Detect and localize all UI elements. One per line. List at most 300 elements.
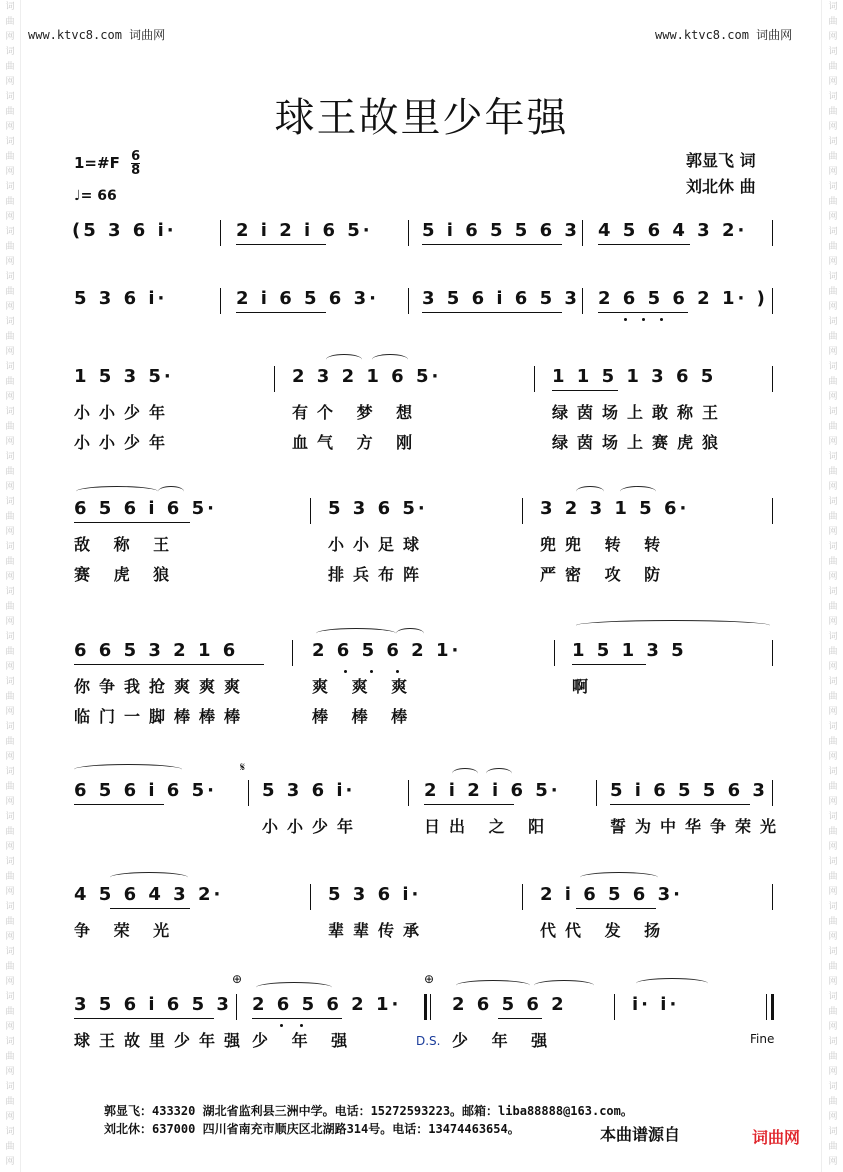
watermark-char: 网 (5, 572, 15, 582)
watermark-char: 网 (828, 482, 838, 492)
lyric-verse-2: 棒 棒 棒 (312, 707, 417, 726)
beam-line (598, 312, 688, 313)
watermark-char: 网 (828, 77, 838, 87)
slur (76, 486, 158, 497)
low-octave-dot (370, 670, 373, 673)
watermark-char: 词 (828, 1127, 838, 1137)
barline (614, 994, 615, 1020)
watermark-char: 词 (828, 587, 838, 597)
watermark-char: 网 (828, 932, 838, 942)
watermark-char: 词 (828, 947, 838, 957)
lyric-verse-2: 临门一脚棒棒棒 (74, 707, 250, 726)
watermark-char: 网 (5, 32, 15, 42)
watermark-char: 词 (828, 2, 838, 12)
measure: 3 5 6 i 6 5 3 (422, 288, 580, 309)
measure: 2 i 2 i 6 5· (424, 780, 561, 801)
barline (310, 498, 311, 524)
watermark-char: 词 (5, 137, 15, 147)
watermark-char: 词 (5, 587, 15, 597)
watermark-char: 网 (5, 1157, 15, 1167)
barline (430, 994, 431, 1020)
watermark-char: 网 (828, 752, 838, 762)
slur (452, 768, 478, 779)
score-line-8 (0, 972, 843, 1104)
beam-line (610, 804, 750, 805)
measure: 5 3 6 i· (328, 884, 422, 905)
watermark-char: 曲 (5, 602, 15, 612)
slur (256, 982, 332, 993)
barline (772, 780, 773, 806)
barline (408, 220, 409, 246)
lyric-verse-1: 辈辈传承 (328, 921, 429, 940)
slur (576, 620, 770, 631)
barline (220, 288, 221, 314)
watermark-char: 词 (828, 857, 838, 867)
lyric-verse-1: 球王故里少年强 (74, 1031, 250, 1050)
final-barline-thick (771, 994, 774, 1020)
barline (582, 288, 583, 314)
watermark-char: 曲 (5, 242, 15, 252)
barline (292, 640, 293, 666)
watermark-char: 曲 (828, 557, 838, 567)
watermark-char: 曲 (828, 152, 838, 162)
lyric-verse-1: 兜兜 转 转 (540, 535, 670, 554)
barline (248, 780, 249, 806)
watermark-char: 网 (5, 662, 15, 672)
watermark-char: 网 (5, 302, 15, 312)
measure: 5 3 6 5· (328, 498, 428, 519)
slur (326, 354, 362, 365)
lyric-verse-1: 有个 梦 想 (292, 403, 422, 422)
watermark-char: 网 (828, 977, 838, 987)
slur (316, 628, 396, 639)
measure: 5 i 6 5 5 6 3 (610, 780, 768, 801)
low-octave-dot (660, 318, 663, 321)
slur (456, 980, 530, 991)
watermark-char: 网 (828, 302, 838, 312)
watermark-char: 网 (5, 932, 15, 942)
watermark-char: 曲 (5, 422, 15, 432)
watermark-char: 网 (828, 527, 838, 537)
key-signature: 1=#F $\frac{6}{8}$ (74, 149, 141, 178)
watermark-char: 曲 (5, 1052, 15, 1062)
lyric-verse-1: 爽 爽 爽 (312, 677, 417, 696)
measure: 1 5 1 3 5 (572, 640, 687, 661)
watermark-char: 网 (5, 707, 15, 717)
lyricist-contact: 郭显飞：433320 湖北省监利县三洲中学。电话：15272593223。邮箱：liba88888@163.com。 (104, 1104, 633, 1118)
watermark-char: 词 (5, 632, 15, 642)
watermark-char: 曲 (5, 782, 15, 792)
watermark-char: 曲 (5, 17, 15, 27)
lyric-verse-2: 血气 方 刚 (292, 433, 422, 452)
watermark-char: 网 (828, 572, 838, 582)
watermark-char: 网 (828, 887, 838, 897)
slur (372, 354, 408, 365)
watermark-char: 曲 (5, 872, 15, 882)
barline (534, 366, 535, 392)
watermark-char: 曲 (5, 332, 15, 342)
barline (522, 884, 523, 910)
tempo-marking: ♩= 66 (74, 188, 117, 204)
watermark-char: 词 (5, 452, 15, 462)
watermark-char: 网 (828, 347, 838, 357)
watermark-char: 词 (5, 992, 15, 1002)
site-logo[interactable]: 词曲网 (752, 1128, 801, 1147)
watermark-char: 词 (5, 182, 15, 192)
watermark-char: 词 (5, 92, 15, 102)
measure: 3 5 6 i 6 5 3 (74, 994, 232, 1015)
beam-line (498, 1018, 542, 1019)
measure: 6 6 5 3 2 1 6 (74, 640, 239, 661)
watermark-char: 词 (828, 992, 838, 1002)
watermark-char: 曲 (5, 107, 15, 117)
coda-sign: ⊕ (232, 972, 243, 986)
watermark-char: 曲 (5, 152, 15, 162)
lyric-verse-1: 小小少年 (262, 817, 363, 836)
low-octave-dot (280, 1024, 283, 1027)
watermark-char: 词 (5, 812, 15, 822)
watermark-char: 词 (828, 47, 838, 57)
lyric-verse-1: 少 年 强 (452, 1031, 557, 1050)
measure: 4 5 6 4 3 2· (74, 884, 224, 905)
barline (408, 288, 409, 314)
watermark-char: 词 (828, 182, 838, 192)
lyric-verse-2: 排兵布阵 (328, 565, 429, 584)
watermark-char: 网 (5, 977, 15, 987)
watermark-char: 网 (5, 122, 15, 132)
lyric-verse-2: 赛 虎 狼 (74, 565, 179, 584)
watermark-char: 网 (828, 662, 838, 672)
watermark-char: 曲 (828, 467, 838, 477)
lyric-verse-1: 争 荣 光 (74, 921, 179, 940)
watermark-char: 曲 (5, 827, 15, 837)
beam-line (598, 244, 690, 245)
measure: 5 i 6 5 5 6 3 (422, 220, 580, 241)
lyric-verse-2: 绿茵场上赛虎狼 (552, 433, 728, 452)
watermark-char: 网 (5, 752, 15, 762)
watermark-char: 词 (828, 1082, 838, 1092)
watermark-char: 词 (5, 1127, 15, 1137)
watermark-char: 曲 (828, 107, 838, 117)
time-signature: $\frac{6}{8}$ (131, 149, 141, 178)
measure: (5 3 6 i· (72, 220, 177, 241)
barline (772, 220, 773, 246)
measure: 2 i 2 i 6 5· (236, 220, 373, 241)
watermark-char: 曲 (5, 377, 15, 387)
watermark-char: 曲 (828, 917, 838, 927)
watermark-char: 词 (5, 47, 15, 57)
watermark-char: 网 (5, 1067, 15, 1077)
watermark-char: 曲 (5, 692, 15, 702)
fine-mark: Fine (750, 1032, 775, 1046)
watermark-char: 曲 (5, 737, 15, 747)
barline (310, 884, 311, 910)
watermark-char: 网 (828, 1022, 838, 1032)
watermark-char: 网 (5, 887, 15, 897)
slur (486, 768, 512, 779)
watermark-char: 网 (828, 797, 838, 807)
barline (554, 640, 555, 666)
composer-contact: 刘北休：637000 四川省南充市顺庆区北湖路314号。电话：13474463654。 (104, 1122, 520, 1136)
beam-line (422, 244, 562, 245)
beam-line (74, 664, 264, 665)
repeat-barline (424, 994, 427, 1020)
watermark-char: 词 (5, 227, 15, 237)
watermark-char: 词 (828, 362, 838, 372)
source-label: 本曲谱源自 (600, 1122, 710, 1144)
watermark-char: 网 (828, 122, 838, 132)
watermark-char: 词 (828, 812, 838, 822)
watermark-char: 曲 (5, 62, 15, 72)
slur (636, 978, 708, 989)
barline (772, 640, 773, 666)
slur (110, 872, 188, 883)
watermark-char: 网 (5, 77, 15, 87)
watermark-char: 词 (5, 2, 15, 12)
watermark-char: 词 (5, 1082, 15, 1092)
song-title: 球王故里少年强 (274, 95, 569, 141)
beam-line (74, 804, 164, 805)
watermark-char: 词 (828, 902, 838, 912)
barline (772, 288, 773, 314)
watermark-char: 词 (828, 272, 838, 282)
measure: 6 5 6 i 6 5· (74, 498, 217, 519)
watermark-char: 曲 (5, 647, 15, 657)
coda-sign: ⊕ (424, 972, 435, 986)
watermark-char: 网 (828, 1112, 838, 1122)
slur (620, 486, 656, 497)
measure: 2 6 5 6 2 1· ) (598, 288, 768, 309)
watermark-char: 网 (828, 437, 838, 447)
watermark-char: 网 (828, 32, 838, 42)
watermark-char: 词 (828, 227, 838, 237)
watermark-char: 词 (5, 767, 15, 777)
measure: 2 6 5 6 2 1· (312, 640, 462, 661)
watermark-char: 曲 (828, 287, 838, 297)
lyric-verse-1: 小小足球 (328, 535, 429, 554)
watermark-char: 词 (828, 1037, 838, 1047)
watermark-char: 曲 (5, 512, 15, 522)
beam-line (110, 908, 190, 909)
lyric-verse-2: 小小少年 (74, 433, 175, 452)
watermark-char: 曲 (828, 17, 838, 27)
watermark-char: 曲 (828, 197, 838, 207)
watermark-char: 网 (828, 1157, 838, 1167)
barline (772, 884, 773, 910)
watermark-char: 曲 (5, 467, 15, 477)
watermark-char: 词 (828, 452, 838, 462)
slur (580, 872, 658, 883)
watermark-char: 网 (5, 212, 15, 222)
watermark-char: 网 (5, 482, 15, 492)
watermark-char: 词 (828, 632, 838, 642)
watermark-char: 网 (5, 437, 15, 447)
watermark-char: 曲 (828, 512, 838, 522)
lyric-verse-1: 敌 称 王 (74, 535, 179, 554)
composer-credit: 刘北休 曲 (686, 177, 756, 196)
measure: 4 5 6 4 3 2· (598, 220, 748, 241)
measure: 1 5 3 5· (74, 366, 174, 387)
beam-line (552, 390, 618, 391)
watermark-char: 词 (5, 947, 15, 957)
beam-line (572, 664, 646, 665)
beam-line (252, 1018, 342, 1019)
watermark-char: 曲 (828, 782, 838, 792)
score-line-4 (0, 498, 843, 608)
watermark-char: 网 (828, 392, 838, 402)
watermark-char: 词 (5, 542, 15, 552)
watermark-char: 曲 (828, 827, 838, 837)
beam-line (74, 522, 190, 523)
slur (74, 764, 182, 775)
watermark-char: 词 (5, 677, 15, 687)
measure: 2 6 5 6 2 (452, 994, 567, 1015)
watermark-char: 网 (5, 257, 15, 267)
beam-line (424, 804, 514, 805)
lyric-verse-1: 日出 之 阳 (424, 817, 554, 836)
lyric-verse-1: 啊 (572, 677, 598, 696)
measure: 2 i 6 5 6 3· (540, 884, 683, 905)
low-octave-dot (624, 318, 627, 321)
watermark-char: 曲 (5, 1142, 15, 1152)
measure: 5 3 6 i· (74, 288, 168, 309)
watermark-char: 词 (828, 407, 838, 417)
watermark-char: 网 (828, 1067, 838, 1077)
barline (220, 220, 221, 246)
watermark-char: 曲 (5, 557, 15, 567)
lyric-verse-1: 代代 发 扬 (540, 921, 670, 940)
segno-sign: 𝄋 (240, 760, 246, 774)
watermark-char: 曲 (5, 962, 15, 972)
beam-line (236, 244, 326, 245)
slur (534, 980, 594, 991)
measure: 2 i 6 5 6 3· (236, 288, 379, 309)
measure: i· i· (632, 994, 680, 1015)
watermark-char: 曲 (828, 962, 838, 972)
final-barline (766, 994, 767, 1020)
watermark-char: 曲 (828, 1052, 838, 1062)
barline (772, 366, 773, 392)
watermark-char: 网 (5, 347, 15, 357)
beam-line (422, 312, 562, 313)
watermark-char: 词 (828, 722, 838, 732)
beam-line (236, 312, 326, 313)
watermark-char: 曲 (828, 602, 838, 612)
watermark-char: 网 (5, 1022, 15, 1032)
score-line-3 (0, 366, 843, 476)
watermark-char: 词 (828, 137, 838, 147)
watermark-char: 曲 (5, 1097, 15, 1107)
watermark-char: 曲 (828, 242, 838, 252)
low-octave-dot (396, 670, 399, 673)
watermark-char: 曲 (828, 332, 838, 342)
slur (396, 628, 424, 639)
watermark-char: 曲 (828, 647, 838, 657)
measure: 6 5 6 i 6 5· (74, 780, 217, 801)
watermark-char: 词 (828, 317, 838, 327)
measure: 1 1 5 1 3 6 5 (552, 366, 717, 387)
watermark-char: 网 (828, 257, 838, 267)
barline (596, 780, 597, 806)
watermark-char: 曲 (828, 872, 838, 882)
low-octave-dot (300, 1024, 303, 1027)
watermark-char: 网 (5, 797, 15, 807)
watermark-char: 曲 (828, 377, 838, 387)
watermark-char: 网 (828, 212, 838, 222)
watermark-char: 词 (828, 542, 838, 552)
score-line-7 (0, 884, 843, 994)
measure: 5 3 6 i· (262, 780, 356, 801)
watermark-char: 曲 (828, 1097, 838, 1107)
slur (576, 486, 604, 497)
watermark-char: 曲 (828, 737, 838, 747)
slur (158, 486, 184, 497)
barline (274, 366, 275, 392)
watermark-char: 网 (828, 707, 838, 717)
watermark-char: 曲 (828, 62, 838, 72)
score-line-5 (0, 640, 843, 750)
watermark-char: 网 (5, 392, 15, 402)
lyric-verse-1: 誓为中华争荣光 (610, 817, 786, 836)
watermark-char: 词 (828, 497, 838, 507)
lyricist-credit: 郭显飞 词 (686, 151, 756, 170)
watermark-char: 词 (5, 857, 15, 867)
watermark-char: 词 (5, 722, 15, 732)
watermark-char: 网 (5, 167, 15, 177)
watermark-char: 曲 (828, 1142, 838, 1152)
barline (582, 220, 583, 246)
measure: 2 3 2 1 6 5· (292, 366, 442, 387)
low-octave-dot (344, 670, 347, 673)
barline (408, 780, 409, 806)
watermark-char: 曲 (5, 1007, 15, 1017)
watermark-char: 词 (5, 902, 15, 912)
watermark-char: 词 (5, 1037, 15, 1047)
watermark-char: 曲 (828, 1007, 838, 1017)
barline (236, 994, 237, 1020)
watermark-char: 词 (828, 92, 838, 102)
site-header-left[interactable]: www.ktvc8.com 词曲网 (28, 28, 166, 42)
watermark-char: 网 (828, 842, 838, 852)
beam-line (576, 908, 656, 909)
watermark-char: 曲 (5, 197, 15, 207)
lyric-verse-1: 绿茵场上敢称王 (552, 403, 728, 422)
watermark-char: 词 (828, 767, 838, 777)
watermark-char: 网 (5, 527, 15, 537)
beam-line (74, 1018, 214, 1019)
watermark-char: 词 (5, 362, 15, 372)
measure: 3 2 3 1 5 6· (540, 498, 690, 519)
watermark-char: 词 (5, 272, 15, 282)
measure: 2 6 5 6 2 1· (252, 994, 402, 1015)
watermark-char: 网 (828, 167, 838, 177)
watermark-char: 网 (5, 1112, 15, 1122)
watermark-char: 网 (828, 617, 838, 627)
lyric-verse-1: 你争我抢爽爽爽 (74, 677, 250, 696)
barline (522, 498, 523, 524)
low-octave-dot (642, 318, 645, 321)
watermark-char: 曲 (828, 422, 838, 432)
watermark-char: 网 (5, 842, 15, 852)
site-header-right[interactable]: www.ktvc8.com 词曲网 (655, 28, 793, 42)
da-segno-mark: D.S. (416, 1034, 441, 1048)
watermark-char: 网 (5, 617, 15, 627)
barline (772, 498, 773, 524)
lyric-verse-2: 严密 攻 防 (540, 565, 670, 584)
watermark-char: 词 (5, 497, 15, 507)
watermark-char: 曲 (828, 692, 838, 702)
lyric-verse-1: 小小少年 (74, 403, 175, 422)
